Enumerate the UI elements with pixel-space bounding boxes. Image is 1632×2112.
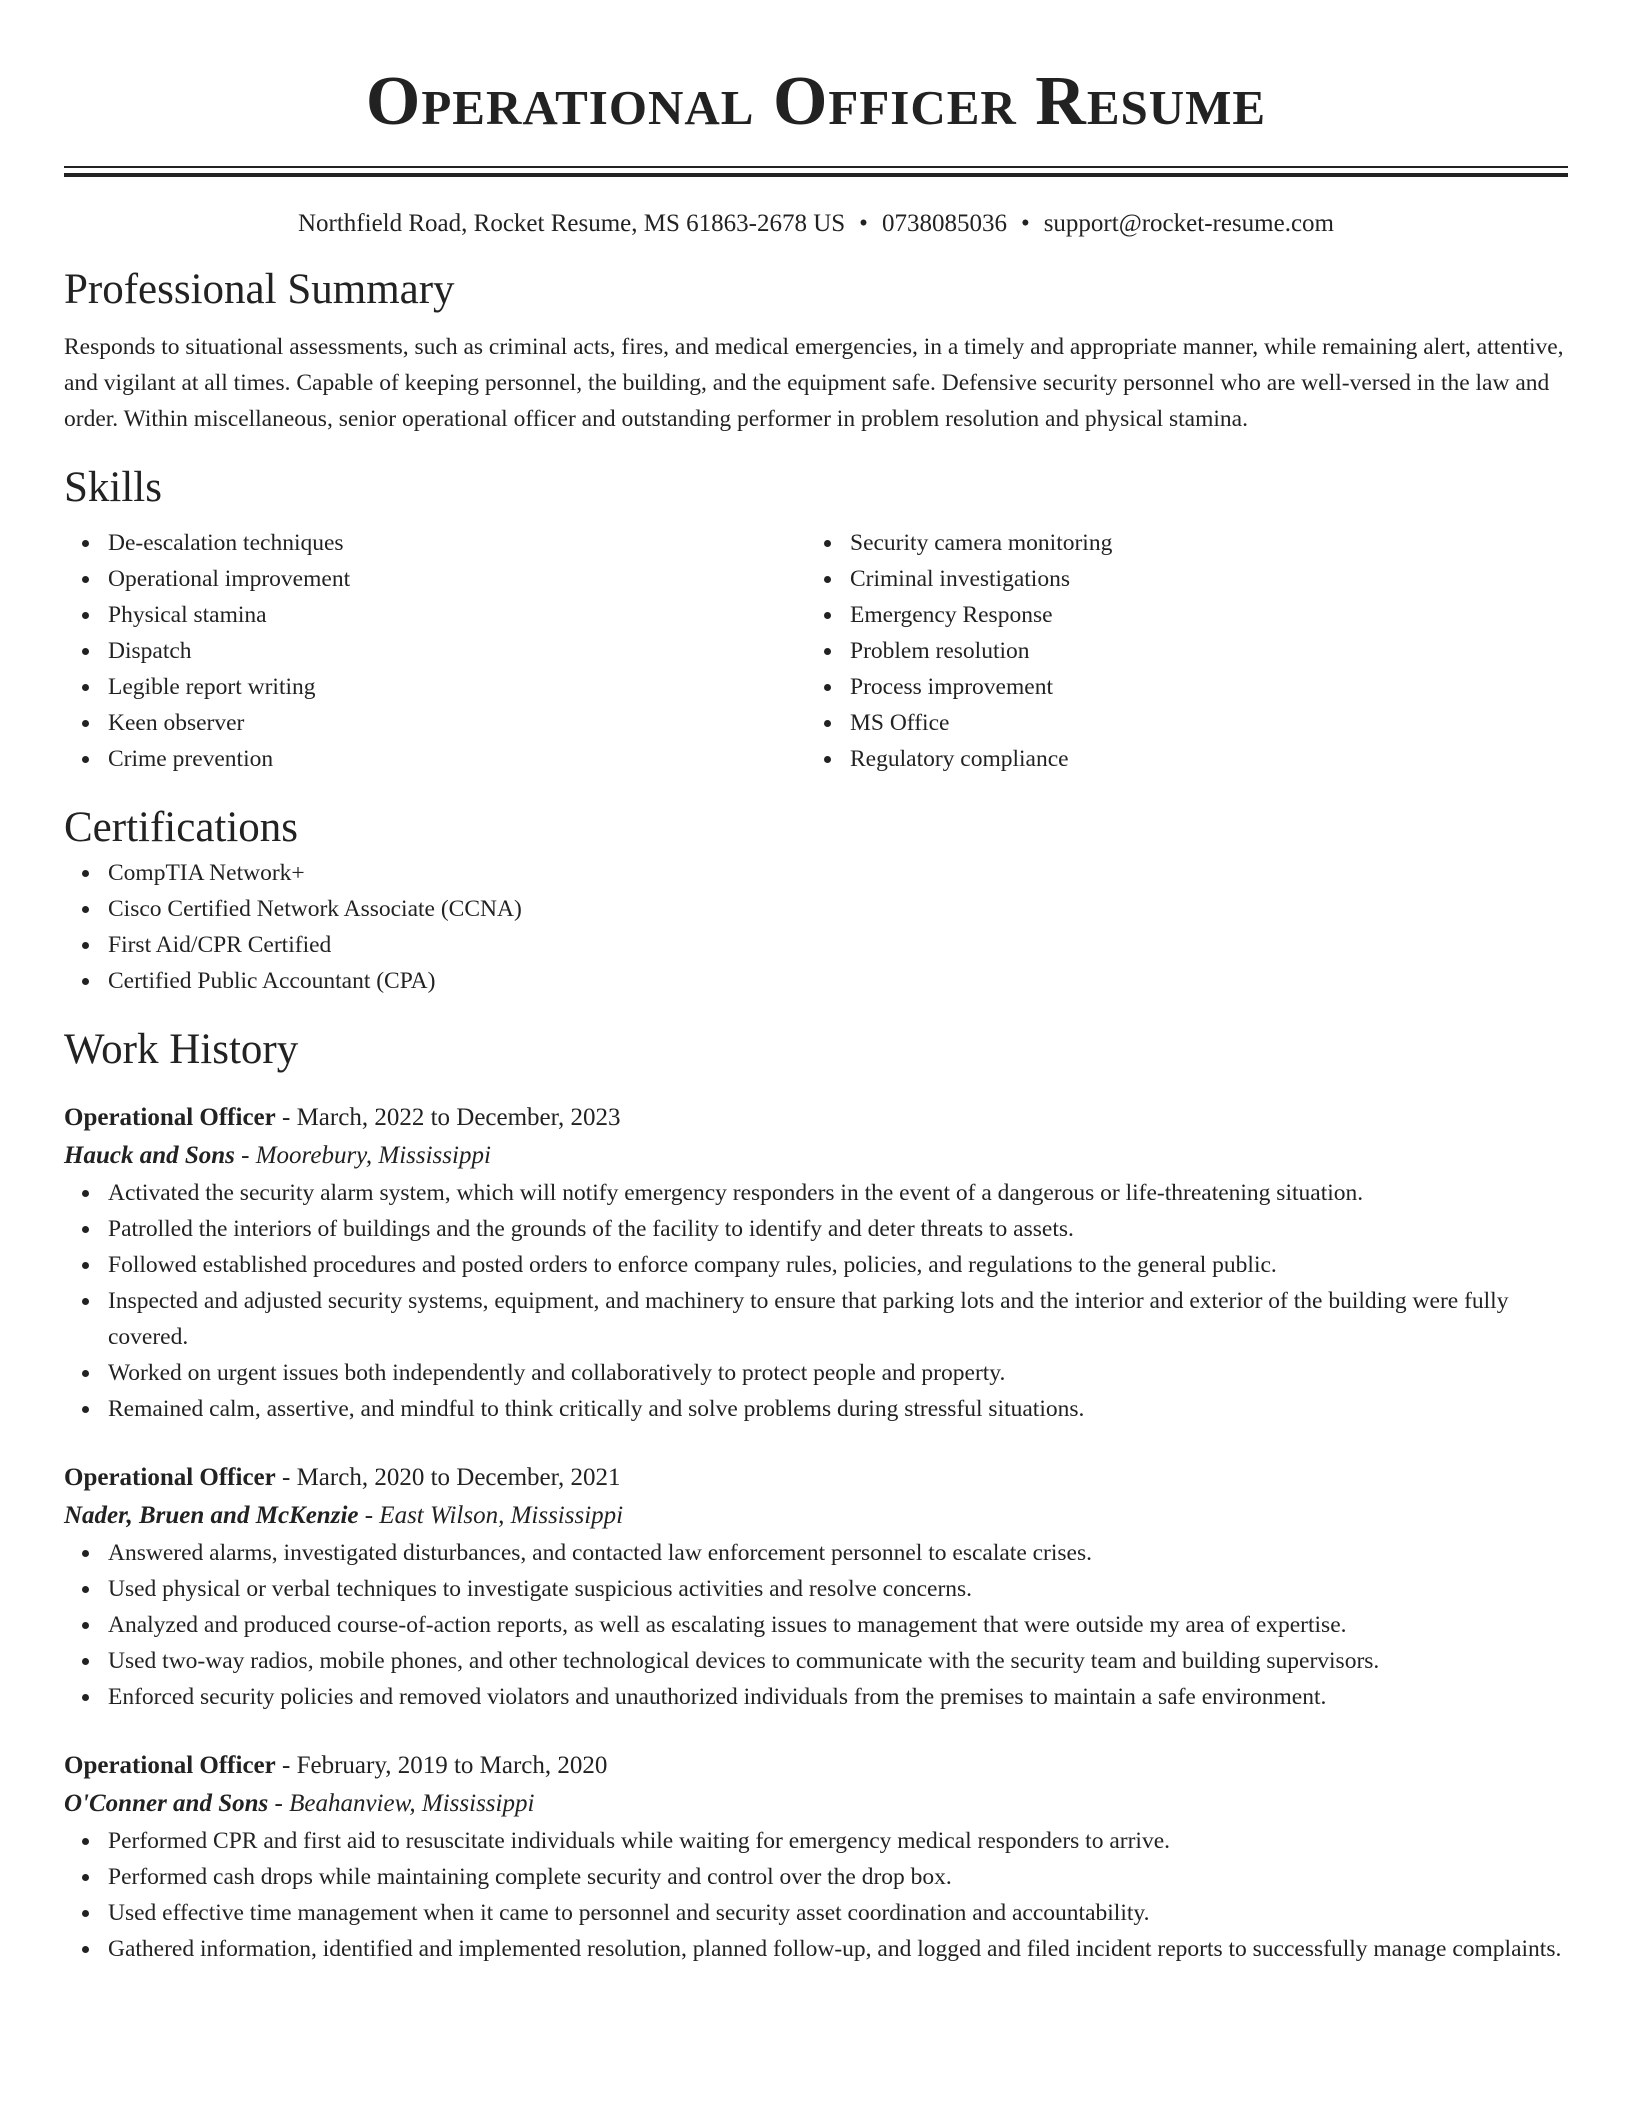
job-dates: - March, 2022 to December, 2023 (282, 1104, 621, 1131)
skill-item: Operational improvement (108, 561, 806, 597)
job-duty-item: Gathered information, identified and implemented resolution, planned follow-up, and logged and filed incident reports to successfully manage complaints. (108, 1931, 1568, 1967)
title-divider-thin (64, 166, 1568, 168)
job-location: - East Wilson, Mississippi (364, 1502, 624, 1529)
certification-item: First Aid/CPR Certified (108, 927, 1568, 963)
job-role: Operational Officer (64, 1752, 276, 1779)
job-entry (64, 1747, 1568, 1967)
summary-heading: Professional Summary (64, 266, 455, 313)
skills-column-left (64, 525, 806, 777)
skill-item: Security camera monitoring (850, 525, 1548, 561)
contact-email: support@rocket-resume.com (1043, 210, 1334, 237)
skill-item: Regulatory compliance (850, 741, 1548, 777)
job-company-line (64, 1137, 1568, 1175)
skill-item: MS Office (850, 705, 1548, 741)
certification-item: Cisco Certified Network Associate (CCNA) (108, 891, 1568, 927)
job-duty-item: Followed established procedures and posted orders to enforce company rules, policies, and regulations to the general public. (108, 1247, 1568, 1283)
job-company-line (64, 1497, 1568, 1535)
skill-item: Process improvement (850, 669, 1548, 705)
skills-column-right (806, 525, 1548, 777)
job-duty-item: Enforced security policies and removed violators and unauthorized individuals from the premises to maintain a safe environment. (108, 1679, 1568, 1715)
certification-item: Certified Public Accountant (CPA) (108, 963, 1568, 999)
skill-item: Criminal investigations (850, 561, 1548, 597)
job-company: Hauck and Sons (64, 1142, 235, 1169)
job-duty-item: Used two-way radios, mobile phones, and other technological devices to communicate with the security team and building supervisors. (108, 1643, 1568, 1679)
skill-item: Keen observer (108, 705, 806, 741)
job-title-line (64, 1099, 1568, 1137)
job-duties-list (64, 1535, 1568, 1715)
contact-address: Northfield Road, Rocket Resume, MS 61863-2678 US (297, 210, 846, 237)
contact-separator: • (1020, 210, 1030, 237)
skills-grid (64, 525, 1568, 777)
job-company: O'Conner and Sons (64, 1790, 269, 1817)
job-title-line (64, 1459, 1568, 1497)
job-duty-item: Used effective time management when it came to personnel and security asset coordination and accountability. (108, 1895, 1568, 1931)
job-company: Nader, Bruen and McKenzie (64, 1502, 359, 1529)
contact-separator: • (859, 210, 868, 237)
summary-text: Responds to situational assessments, such as criminal acts, fires, and medical emergencies, in a timely and appropriate manner, while remaining alert, attentive, and vigilant at all times. Capable of keeping personnel, the building, and the equipment safe. Defensive security personnel who are well-versed in the law and order. Within miscellaneous, senior operational officer and outstanding performer in problem resolution and physical stamina. (64, 334, 1564, 432)
job-role: Operational Officer (64, 1104, 276, 1131)
resume-title: Operational Officer Resume (365, 63, 1267, 140)
skill-item: Crime prevention (108, 741, 806, 777)
job-duty-item: Analyzed and produced course-of-action reports, as well as escalating issues to management that were outside my area of expertise. (108, 1607, 1568, 1643)
title-divider-thick (64, 173, 1568, 177)
job-role: Operational Officer (64, 1464, 276, 1491)
job-dates: - March, 2020 to December, 2021 (282, 1464, 621, 1491)
skill-item: Legible report writing (108, 669, 806, 705)
work-history-heading: Work History (64, 1026, 299, 1073)
contact-phone: 0738085036 (881, 210, 1007, 237)
skill-item: Physical stamina (108, 597, 806, 633)
job-location: - Beahanview, Mississippi (274, 1790, 535, 1817)
job-duty-item: Performed cash drops while maintaining complete security and control over the drop box. (108, 1859, 1568, 1895)
job-duty-item: Remained calm, assertive, and mindful to think critically and solve problems during stressful situations. (108, 1391, 1568, 1427)
job-location: - Moorebury, Mississippi (241, 1142, 491, 1169)
job-duty-item: Activated the security alarm system, which will notify emergency responders in the event of a dangerous or life-threatening situation. (108, 1175, 1568, 1211)
contact-line (64, 207, 1568, 241)
job-duty-item: Answered alarms, investigated disturbances, and contacted law enforcement personnel to escalate crises. (108, 1535, 1568, 1571)
job-duties-list (64, 1175, 1568, 1427)
job-dates: - February, 2019 to March, 2020 (282, 1752, 608, 1779)
skill-item: Dispatch (108, 633, 806, 669)
job-duty-item: Used physical or verbal techniques to investigate suspicious activities and resolve concerns. (108, 1571, 1568, 1607)
job-duties-list (64, 1823, 1568, 1967)
job-title-line (64, 1747, 1568, 1785)
skills-heading: Skills (64, 464, 162, 511)
job-duty-item: Inspected and adjusted security systems, equipment, and machinery to ensure that parking lots and the interior and exterior of the building were fully covered. (108, 1283, 1568, 1355)
skill-item: Emergency Response (850, 597, 1548, 633)
certifications-list (64, 855, 1568, 999)
skill-item: De-escalation techniques (108, 525, 806, 561)
job-duty-item: Patrolled the interiors of buildings and the grounds of the facility to identify and deter threats to assets. (108, 1211, 1568, 1247)
job-entry (64, 1459, 1568, 1715)
job-duty-item: Worked on urgent issues both independently and collaboratively to protect people and property. (108, 1355, 1568, 1391)
job-entry (64, 1099, 1568, 1427)
certifications-heading: Certifications (64, 804, 299, 851)
certification-item: CompTIA Network+ (108, 855, 1568, 891)
job-company-line (64, 1785, 1568, 1823)
skill-item: Problem resolution (850, 633, 1548, 669)
job-duty-item: Performed CPR and first aid to resuscitate individuals while waiting for emergency medical responders to arrive. (108, 1823, 1568, 1859)
